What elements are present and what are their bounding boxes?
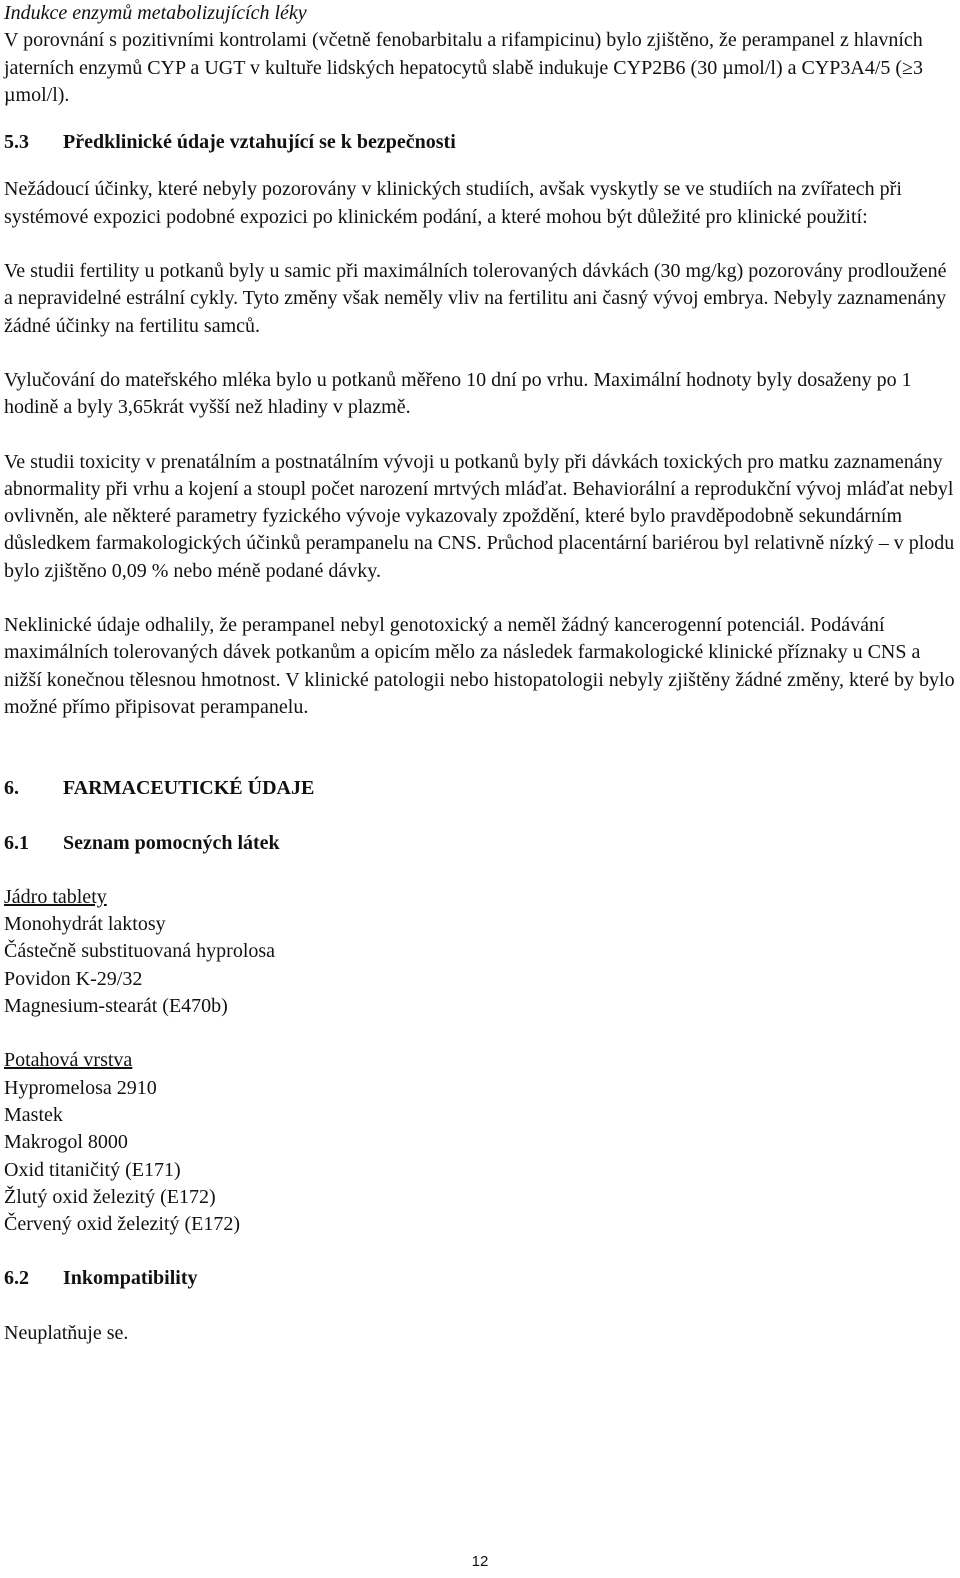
- paragraph: Nežádoucí účinky, které nebyly pozorovány v klinických studiích, avšak vyskytly se ve studiích na zvířatech při systémové expozici podobné expozici po klinickém podání, a které mohou být důležité pro klinické použití:: [4, 178, 902, 228]
- list-label: Potahová vrstva: [4, 1049, 133, 1072]
- induction-paragraph: V porovnání s pozitivními kontrolami (včetně fenobarbitalu a rifampicinu) bylo zjištěno, že perampanel z hlavních jaterních enzymů CYP a UGT v kultuře lidských hepatocytů slabě indukuje CYP2B6 (30 µmol/l) a CYP3A4/5 (≥3 µmol/l).: [4, 29, 924, 106]
- incompatibility-text: Neuplatňuje se.: [4, 1321, 129, 1344]
- section-6-heading: [4, 775, 956, 802]
- section-number: 6.2: [4, 1267, 29, 1290]
- paragraph: Ve studii fertility u potkanů byly u samic při maximálních tolerovaných dávkách (30 mg/kg) pozorovány prodloužené a nepravidelné estrální cykly. Tyto změny však neměly vliv na fertilitu ani časný vývoj embrya. Nebyly zaznamenány žádné účinky na fertilitu samců.: [4, 260, 947, 337]
- core-ingredients-list: [4, 884, 956, 1020]
- list-item: Hypromelosa 2910: [4, 1076, 157, 1099]
- list-item: Částečně substituovaná hyprolosa: [4, 940, 276, 963]
- list-item: Monohydrát laktosy: [4, 913, 166, 936]
- list-item: Žlutý oxid železitý (E172): [4, 1185, 216, 1208]
- section-number: 6.1: [4, 831, 29, 854]
- list-item: Makrogol 8000: [4, 1131, 128, 1154]
- list-label: Jádro tablety: [4, 885, 107, 908]
- section-number: 6.: [4, 777, 19, 800]
- section-5-3-heading: [4, 129, 956, 156]
- section-6-1-heading: [4, 830, 956, 857]
- section-title: FARMACEUTICKÉ ÚDAJE: [63, 777, 315, 800]
- coating-ingredients-list: [4, 1047, 956, 1238]
- list-item: Oxid titaničitý (E171): [4, 1158, 181, 1181]
- list-item: Povidon K-29/32: [4, 967, 143, 990]
- paragraph: Neklinické údaje odhalily, že perampanel nebyl genotoxický a neměl žádný kancerogenní potenciál. Podávání maximálních tolerovaných dávek potkanům a opicím mělo za následek farmakologické klinické příznaky u CNS a nižší konečnou tělesnou hmotnost. V klinické patologii nebo histopatologii nebyly zjištěny žádné změny, které by bylo možné přímo připisovat perampanelu.: [4, 614, 955, 718]
- section-title: Předklinické údaje vztahující se k bezpečnosti: [63, 131, 456, 154]
- document-page: [4, 0, 956, 1347]
- paragraph: Ve studii toxicity v prenatálním a postnatálním vývoji u potkanů byly při dávkách toxických pro matku zaznamenány abnormality při vrhu a kojení a stoupl počet narození mrtvých mláďat. Behaviorální a reprodukční vývoj mláďat nebyl ovlivněn, ale některé parametry fyzického vývoje vykazovaly zpoždění, které bylo pravděpodobně sekundárním důsledkem farmakologických účinků perampanelu na CNS. Průchod placentární bariérou byl relativně nízký – v plodu bylo zjištěno 0,09 % nebo méně podané dávky.: [4, 450, 955, 582]
- subsection-title: Indukce enzymů metabolizujících léky: [4, 2, 307, 24]
- list-item: Červený oxid železitý (E172): [4, 1213, 241, 1236]
- list-item: Mastek: [4, 1103, 63, 1126]
- section-title: Inkompatibility: [63, 1267, 198, 1290]
- paragraph: Vylučování do mateřského mléka bylo u potkanů měřeno 10 dní po vrhu. Maximální hodnoty byly dosaženy po 1 hodině a byly 3,65krát vyšší než hladiny v plazmě.: [4, 368, 912, 419]
- page-number: 12: [471, 1553, 489, 1570]
- section-6-2-heading: [4, 1265, 956, 1292]
- section-title: Seznam pomocných látek: [63, 831, 280, 854]
- section-number: 5.3: [4, 131, 29, 154]
- list-item: Magnesium-stearát (E470b): [4, 995, 228, 1018]
